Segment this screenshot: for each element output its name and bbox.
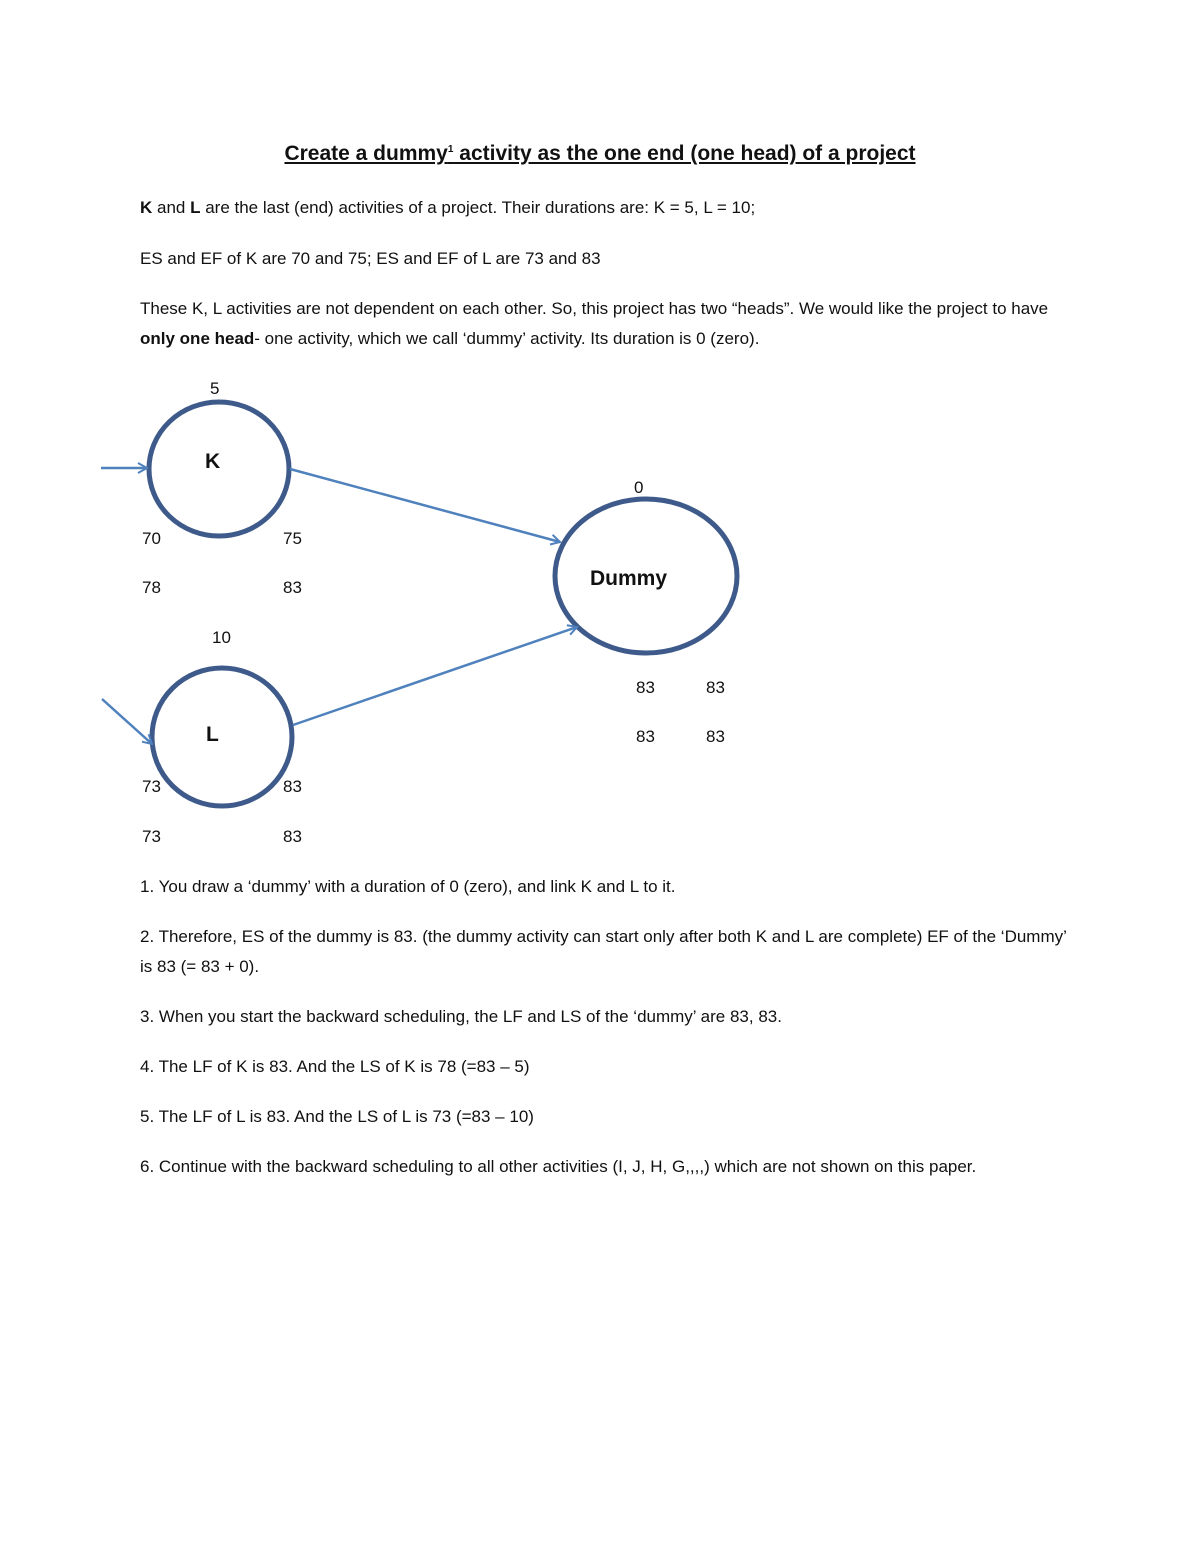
l-late-start: 73 [142, 827, 161, 846]
step-1: 1. You draw a ‘dummy’ with a duration of 0 (zero), and link K and L to it. [140, 877, 676, 896]
k-early-finish: 75 [283, 529, 302, 548]
l-duration: 10 [212, 628, 231, 647]
k-late-finish: 83 [283, 578, 302, 597]
k-label: K [205, 450, 221, 473]
step-4: 4. The LF of K is 83. And the LS of K is 78 (=83 – 5) [140, 1057, 530, 1076]
intro-rest: are the last (end) activities of a project. Their durations are: K = 5, L = 10; [200, 198, 756, 217]
dummy-late-finish: 83 [706, 727, 725, 746]
arrow-l-to-dummy [293, 627, 577, 725]
k-early-start: 70 [142, 529, 161, 548]
l-early-start: 73 [142, 777, 161, 796]
incoming-arrow-l [102, 699, 152, 744]
activity-k-ref: K [140, 198, 153, 217]
l-label: L [206, 723, 219, 746]
dummy-duration: 0 [634, 478, 644, 497]
arrow-k-to-dummy [290, 469, 560, 542]
intro-paragraph-2: ES and EF of K are 70 and 75; ES and EF of L are 73 and 83 [140, 249, 601, 268]
step-6: 6. Continue with the backward scheduling to all other activities (I, J, H, G,,,,) which are not shown on this paper. [140, 1157, 977, 1176]
l-early-finish: 83 [283, 777, 302, 796]
intro-p3-part2: - one activity, which we call ‘dummy’ activity. Its duration is 0 (zero). [254, 329, 760, 348]
activity-l-ref: L [190, 198, 201, 217]
dummy-late-start: 83 [636, 727, 655, 746]
footnote-mark: 1 [447, 144, 454, 155]
dummy-label: Dummy [590, 567, 668, 590]
intro-and: and [152, 198, 191, 217]
title-text: Create a dummy [284, 142, 448, 165]
intro-p3-bold: only one head [140, 329, 255, 348]
dummy-early-start: 83 [636, 678, 655, 697]
node-l-circle [152, 668, 292, 806]
k-duration: 5 [210, 379, 220, 398]
step-2: 2. Therefore, ES of the dummy is 83. (the dummy activity can start only after both K and L are complete) EF of the ‘Dummy’ is 83 (= 83 + 0). [140, 927, 1067, 976]
intro-p3-part1: These K, L activities are not dependent on each other. So, this project has two “heads”. We would like the project to have [140, 299, 1049, 318]
l-late-finish: 83 [283, 827, 302, 846]
step-5: 5. The LF of L is 83. And the LS of L is 73 (=83 – 10) [140, 1107, 534, 1126]
dummy-early-finish: 83 [706, 678, 725, 697]
step-3: 3. When you start the backward scheduling, the LF and LS of the ‘dummy’ are 83, 83. [140, 1007, 782, 1026]
k-late-start: 78 [142, 578, 161, 597]
title-text-rest: activity as the one end (one head) of a project [453, 142, 916, 165]
